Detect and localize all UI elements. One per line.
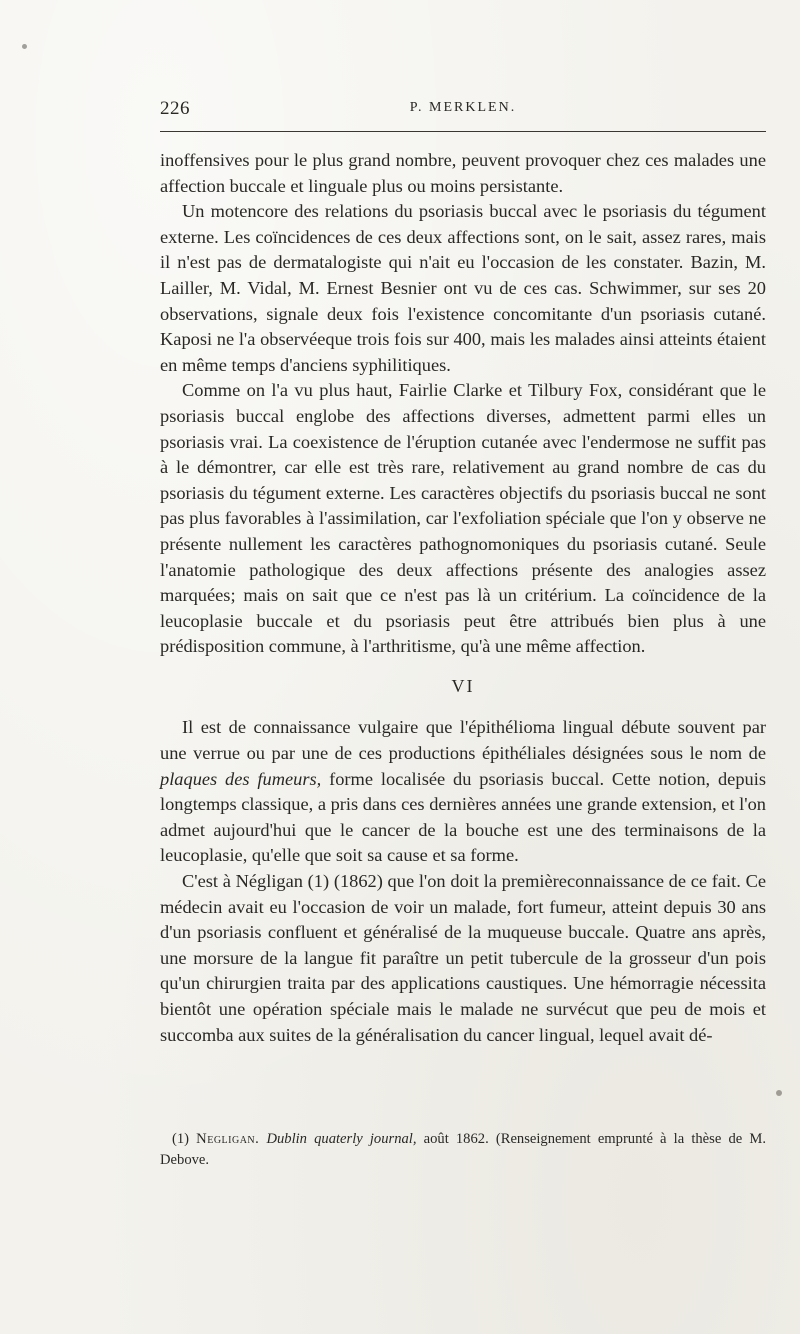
footnote-details: août 1862. (Renseignement emprunté à la thèse de M. Debove.	[160, 1131, 766, 1168]
paragraph-epithelioma-end: forme localisée du psoriasis buccal. Cette notion, depuis longtemps classique, a pris dans ces dernières années une grande extension, et l'on admet aujourd'hui que le cancer de la bouche est une des terminaisons de la leucoplasie, qu'elle que soit sa cause et sa forme.	[160, 768, 766, 866]
footnote-1	[160, 1129, 766, 1171]
header-rule	[160, 131, 766, 132]
page-header	[160, 98, 766, 128]
footnote-journal: Dublin quaterly journal,	[266, 1131, 417, 1147]
section-heading: VI	[451, 675, 475, 696]
footnote-marker: (1)	[172, 1131, 190, 1147]
paragraph-continuation: inoffensives pour le plus grand nombre, peuvent provoquer chez ces malades une affection buccale et linguale plus ou moins persistante.	[160, 150, 766, 196]
paragraph-fairlie-clarke: Comme on l'a vu plus haut, Fairlie Clarke et Tilbury Fox, considérant que le psoriasis buccal englobe des affections diverses, admettent parmi elles un psoriasis vrai. La coexistence de l'éruption cutanée avec l'endermose ne suffit pas à le démontrer, car elle est très rare, relativement au grand nombre de cas du psoriasis du tégument externe. Les caractères objectifs du psoriasis buccal ne sont pas plus favorables à l'assimilation, car l'exfoliation spéciale que l'on y observe ne présente nullement les caractères pathognomoniques du psoriasis cutané. Seule l'anatomie pathologique des deux affections présente des analogies assez marquées; mais on sait que ce n'est pas là un critérium. La coïncidence de la leucoplasie buccale et du psoriasis peut être attribués bien plus à une prédisposition commune, à l'arthritisme, qu'à une même affection.	[160, 380, 766, 657]
main-text	[160, 148, 766, 1048]
paper-speck	[22, 44, 27, 49]
footnote-author: Negligan.	[196, 1131, 260, 1147]
paragraph-psoriasis-relations: Un motencore des relations du psoriasis buccal avec le psoriasis du tégument externe. Les coïncidences de ces deux affections sont, on le sait, assez rares, mais il n'est pas de dermatalogiste qui n'ait eu l'occasion de les constater. Bazin, M. Lailler, M. Vidal, M. Ernest Besnier ont vu de ces cas. Schwimmer, sur ses 20 observations, signale deux fois l'existence concomitante d'un psoriasis cutané. Kaposi ne l'a observéeque trois fois sur 400, mais les malades ainsi atteints étaient en même temps d'anciens syphilitiques.	[160, 201, 766, 375]
paragraph-epithelioma-start: Il est de connaissance vulgaire que l'épithélioma lingual débute souvent par une verrue ou par une de ces productions épithéliales désignées sous le nom de	[160, 717, 766, 764]
paper-speck	[776, 1090, 782, 1096]
page-number: 226	[160, 98, 190, 119]
paragraph-epithelioma	[160, 715, 766, 869]
italic-plaques-des-fumeurs: plaques des fumeurs,	[160, 768, 322, 789]
paragraph-negligan: C'est à Négligan (1) (1862) que l'on doit la premièreconnaissance de ce fait. Ce médecin avait eu l'occasion de voir un malade, fort fumeur, atteint depuis 30 ans d'un psoriasis confluent et généralisé de la muqueuse buccale. Quatre ans après, une morsure de la langue fit paraître un petit tubercule de la grosseur d'un pois qu'un chirurgien traita par des applications caustiques. Une hémorragie nécessita bientôt une opération spéciale mais le malade ne survécut que peu de mois et succomba aux suites de la généralisation du cancer lingual, lequel avait dé-	[160, 871, 766, 1045]
footnotes	[160, 1129, 766, 1171]
running-head: P. MERKLEN.	[409, 100, 517, 115]
